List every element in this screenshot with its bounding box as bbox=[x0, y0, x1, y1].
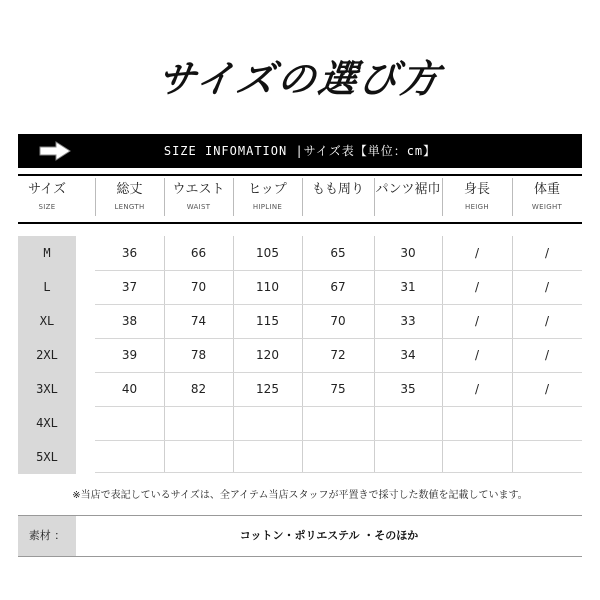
page-title: サイズの選び方 bbox=[154, 57, 445, 101]
table-cell bbox=[233, 440, 302, 474]
table-cell: / bbox=[474, 246, 480, 260]
header-top-rule bbox=[18, 174, 582, 176]
table-cell: 31 bbox=[400, 280, 416, 294]
size-label: 2XL bbox=[36, 348, 58, 362]
table-cell bbox=[374, 440, 442, 474]
table-cell bbox=[442, 406, 512, 440]
table-cell: 35 bbox=[400, 382, 416, 396]
table-cell: 37 bbox=[121, 280, 138, 294]
measurement-note: ※当店で表記しているサイズは、全アイテム当店スタッフが平置きで採寸した数値を記載しています。 bbox=[72, 490, 528, 501]
size-label: 3XL bbox=[36, 382, 58, 396]
header-divider bbox=[302, 178, 303, 216]
table-cell: 110 bbox=[256, 280, 279, 294]
table-cell: 115 bbox=[256, 314, 279, 328]
col-header-length: 総丈 LENGTH bbox=[114, 182, 145, 211]
table-cell: / bbox=[474, 314, 480, 328]
table-cell: 125 bbox=[256, 382, 279, 396]
size-label: M bbox=[43, 246, 51, 260]
col-header-hem-width: パンツ裾巾 bbox=[375, 182, 441, 197]
size-label: L bbox=[43, 280, 51, 294]
header-divider bbox=[442, 178, 443, 216]
col-header-waist: ウエスト WAIST bbox=[172, 182, 225, 211]
table-cell: / bbox=[544, 280, 550, 294]
table-cell: 67 bbox=[330, 280, 346, 294]
table-cell: / bbox=[474, 280, 480, 294]
table-cell: / bbox=[544, 382, 550, 396]
col-header-thigh: もも周り bbox=[311, 182, 364, 197]
table-cell: 39 bbox=[121, 348, 138, 362]
table-cell: / bbox=[544, 246, 550, 260]
table-cell: / bbox=[474, 348, 480, 362]
size-info-text: SIZE INFOMATION |サイズ表【単位：cm】 bbox=[163, 144, 437, 158]
table-cell: 82 bbox=[190, 382, 207, 396]
table-cell bbox=[95, 406, 164, 440]
table-cell: / bbox=[544, 348, 550, 362]
table-cell bbox=[164, 406, 233, 440]
size-label: 5XL bbox=[36, 450, 58, 464]
col-header-hip: ヒップ HIPLINE bbox=[248, 182, 287, 211]
table-cell: 65 bbox=[330, 246, 346, 260]
header-divider bbox=[512, 178, 513, 216]
table-cell: / bbox=[474, 382, 480, 396]
material-section bbox=[18, 515, 582, 557]
material-label: 素材 ： bbox=[18, 516, 76, 556]
table-cell: 34 bbox=[400, 348, 416, 362]
header-bottom-rule bbox=[18, 222, 582, 224]
size-label: 4XL bbox=[36, 416, 58, 430]
table-cell: 105 bbox=[256, 246, 279, 260]
size-label: XL bbox=[39, 314, 55, 328]
table-cell: 120 bbox=[256, 348, 279, 362]
table-cell: 74 bbox=[190, 314, 207, 328]
header-divider bbox=[233, 178, 234, 216]
table-cell bbox=[512, 406, 582, 440]
table-cell bbox=[164, 440, 233, 474]
table-cell: 70 bbox=[330, 314, 346, 328]
size-info-bar bbox=[18, 134, 582, 168]
table-cell bbox=[302, 406, 374, 440]
table-cell: / bbox=[544, 314, 550, 328]
header-divider bbox=[374, 178, 375, 216]
col-header-size: サイズ SIZE bbox=[28, 182, 66, 211]
col-header-height: 身長 HEIGH bbox=[463, 182, 490, 211]
table-cell bbox=[233, 406, 302, 440]
table-cell: 30 bbox=[400, 246, 416, 260]
table-cell: 40 bbox=[121, 382, 138, 396]
table-cell bbox=[374, 406, 442, 440]
table-cell: 78 bbox=[190, 348, 207, 362]
table-cell: 36 bbox=[121, 246, 138, 260]
table-cell: 38 bbox=[121, 314, 138, 328]
table-cell bbox=[512, 440, 582, 474]
table-cell bbox=[95, 440, 164, 474]
table-cell: 33 bbox=[400, 314, 416, 328]
table-cell: 72 bbox=[330, 348, 346, 362]
header-divider bbox=[95, 178, 96, 216]
header-divider bbox=[164, 178, 165, 216]
table-cell: 70 bbox=[190, 280, 207, 294]
col-header-weight: 体重 WEIGHT bbox=[531, 182, 563, 211]
table-cell bbox=[442, 440, 512, 474]
table-cell: 75 bbox=[330, 382, 346, 396]
table-cell: 66 bbox=[190, 246, 207, 260]
table-cell bbox=[302, 440, 374, 474]
material-value: コットン・ポリエステル ・そのほか bbox=[239, 529, 419, 542]
